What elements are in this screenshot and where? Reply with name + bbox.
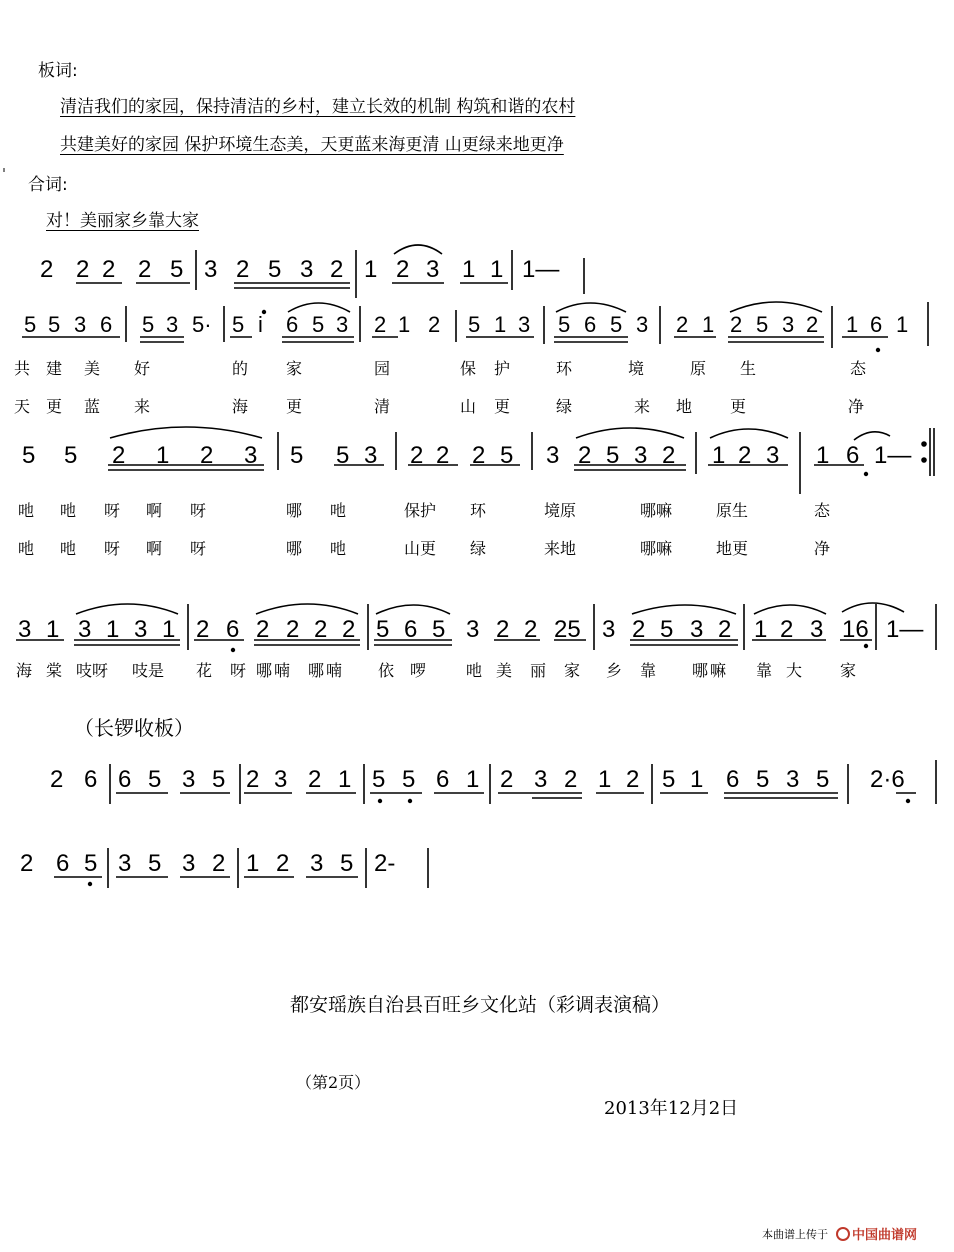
note: 2 (50, 766, 64, 793)
lyric: 靠 (640, 661, 657, 680)
note: 5 (142, 312, 155, 337)
note: 2 (308, 766, 322, 793)
lyric: 蓝 (84, 397, 101, 416)
note: 2 (276, 850, 290, 877)
lyric: 来地 (544, 539, 577, 558)
note: 1 (816, 442, 830, 469)
lyric: 呀 (190, 501, 207, 520)
note: 3 (634, 442, 648, 469)
lyric: 乡 (606, 661, 623, 680)
note: 2 (236, 256, 250, 283)
note: 2 (730, 312, 743, 337)
note: 3 (18, 616, 32, 643)
page-number: （第2页） (296, 1073, 371, 1092)
note: 2 (472, 442, 486, 469)
note: 5 (148, 850, 162, 877)
note: 5 (610, 312, 623, 337)
lyric: 哪 (256, 661, 273, 680)
lyric: 园 (374, 359, 391, 378)
note: 5 (64, 442, 78, 469)
note: 5 (232, 312, 245, 337)
note: 2 (200, 442, 214, 469)
lyric: 靠 (756, 661, 773, 680)
lyric: 态 (850, 359, 867, 378)
note: 25 (554, 616, 581, 643)
lyric: 家 (840, 661, 857, 680)
note: 2 (102, 256, 116, 283)
lyric: 美 (496, 661, 513, 680)
note: 2 (738, 442, 752, 469)
note: 1 (896, 312, 909, 337)
note: 1 (46, 616, 60, 643)
note: 3 (74, 312, 87, 337)
note: 2 (40, 256, 54, 283)
note: 3 (810, 616, 824, 643)
watermark-logo-label: 中国曲谱网 (852, 1228, 918, 1243)
note: 6 (100, 312, 113, 337)
note: 1 (690, 766, 704, 793)
note: 2 (662, 442, 676, 469)
lyric: 更 (494, 397, 511, 416)
note: 2 (112, 442, 126, 469)
lyric: 吔 (60, 501, 77, 520)
lyric: 原 (690, 359, 707, 378)
note: 2 (76, 256, 90, 283)
note: 6 (84, 766, 98, 793)
lyric: 啰 (410, 661, 427, 680)
lyric: 啊 (146, 539, 163, 558)
note: 2 (500, 766, 514, 793)
note: 5 (756, 766, 770, 793)
note: 3 (364, 442, 378, 469)
note: 5 (662, 766, 676, 793)
note: 3 (336, 312, 349, 337)
lyric: 绿 (556, 397, 573, 416)
lyric: 啊 (146, 501, 163, 520)
lyric: 大 (786, 661, 803, 680)
lyric: 好 (134, 359, 151, 378)
note: 2 (342, 616, 356, 643)
lyric: 的 (232, 359, 249, 378)
lyric: 境原 (544, 501, 577, 520)
lyric: 吔 (330, 501, 347, 520)
lyric: 地 (676, 397, 693, 416)
note: 5 (84, 850, 98, 877)
note: 1 (106, 616, 120, 643)
note: 3 (274, 766, 288, 793)
note: 5 (48, 312, 61, 337)
lyric: 共 (14, 359, 31, 378)
note: 3 (782, 312, 795, 337)
note: 3 (766, 442, 780, 469)
note: 2 (20, 850, 34, 877)
lyric: 来 (134, 397, 151, 416)
note: 2·6 (870, 766, 905, 793)
note: 3 (182, 766, 196, 793)
lyric: 更 (46, 397, 63, 416)
note: 3 (300, 256, 314, 283)
lyric: 美 (84, 359, 101, 378)
note: 6 (870, 312, 883, 337)
lyric: 护 (494, 359, 511, 378)
lyric: 呀 (190, 539, 207, 558)
note: 2 (246, 766, 260, 793)
note: 2 (212, 850, 226, 877)
lyric: 吔 (18, 501, 35, 520)
lyric: 吱呀 (76, 661, 109, 680)
lyric: 更 (730, 397, 747, 416)
note: 3 (546, 442, 560, 469)
note: 3 (244, 442, 258, 469)
note: 2 (374, 312, 387, 337)
lyric: 境 (628, 359, 645, 378)
note: 2 (286, 616, 300, 643)
note: 3 (310, 850, 324, 877)
lyric: 嘛 (710, 661, 727, 680)
lyric: 哪嘛 (640, 501, 673, 520)
note: 6 (404, 616, 418, 643)
lyric: 哪 (692, 661, 709, 680)
note: 2 (496, 616, 510, 643)
lyric: 吔 (60, 539, 77, 558)
note: 3 (78, 616, 92, 643)
note: 2 (524, 616, 538, 643)
watermark-logo[interactable] (836, 1224, 917, 1243)
lyric: 呀 (230, 661, 247, 680)
lyric: 净 (848, 397, 865, 416)
lyric: 原生 (716, 501, 749, 520)
lyric: 花 (196, 661, 213, 680)
lyric: 环 (470, 501, 487, 520)
note: 5 (22, 442, 36, 469)
note: 1 (754, 616, 768, 643)
note: 1— (886, 616, 924, 643)
note: 2 (806, 312, 819, 337)
note: 1 (162, 616, 176, 643)
note: 1 (846, 312, 859, 337)
ban-line-1: 清洁我们的家园，保持清洁的乡村，建立长效的机制 构筑和谐的农村 (60, 97, 576, 117)
note: 2 (314, 616, 328, 643)
note: 5 (340, 850, 354, 877)
note: 5 (500, 442, 514, 469)
ban-line-2: 共建美好的家园 保护环境生态美，天更蓝来海更清 山更绿来地更净 (60, 135, 564, 155)
lyric: 喃 (274, 661, 291, 680)
lyric: 山更 (404, 539, 437, 558)
note: i (258, 312, 263, 337)
note: 5 (170, 256, 184, 283)
note: 3 (166, 312, 179, 337)
note: 6 (56, 850, 70, 877)
note: 3 (534, 766, 548, 793)
note: 1 (712, 442, 726, 469)
note: 6 (726, 766, 740, 793)
note: 6 (286, 312, 299, 337)
note: 3 (426, 256, 440, 283)
lyric: 家 (286, 359, 303, 378)
note: 2 (632, 616, 646, 643)
note: 2 (428, 312, 441, 337)
lyric: 保护 (404, 501, 437, 520)
note: 5 (432, 616, 446, 643)
lyric: 哪 (286, 539, 303, 558)
note: 6 (118, 766, 132, 793)
lyric: 依 (378, 661, 395, 680)
note: 1 (398, 312, 411, 337)
note: 6 (584, 312, 597, 337)
lyric: 净 (814, 539, 831, 558)
note: 5 (372, 766, 386, 793)
lyric: 天 (14, 397, 31, 416)
note: 3 (118, 850, 132, 877)
note: 2 (138, 256, 152, 283)
lyric: 吔 (330, 539, 347, 558)
note: 2 (780, 616, 794, 643)
note: 5 (402, 766, 416, 793)
lyric: 呀 (104, 501, 121, 520)
note: 2- (374, 850, 396, 877)
lyric: 呀 (104, 539, 121, 558)
note: 5 (376, 616, 390, 643)
station-credit: 都安瑶族自治县百旺乡文化站（彩调表演稿） (290, 994, 671, 1016)
lyric: 态 (814, 501, 831, 520)
note: 5 (212, 766, 226, 793)
note: 1— (522, 256, 560, 283)
note: 16 (842, 616, 869, 643)
he-line: 对！美丽家乡靠大家 (46, 211, 199, 231)
note: 5· (192, 312, 212, 337)
note: 5 (148, 766, 162, 793)
note: 3 (636, 312, 649, 337)
note: 3 (182, 850, 196, 877)
note: 2 (718, 616, 732, 643)
lyric: 更 (286, 397, 303, 416)
note: 5 (290, 442, 304, 469)
note: 2 (330, 256, 344, 283)
note: 3 (602, 616, 616, 643)
lyric: 哪 (308, 661, 325, 680)
note: 1 (494, 312, 507, 337)
note: 2 (564, 766, 578, 793)
ban-label: 板词: (38, 61, 78, 81)
note: 5 (756, 312, 769, 337)
lyric: 哪嘛 (640, 539, 673, 558)
lyric: 建 (46, 359, 63, 378)
note: 1 (598, 766, 612, 793)
he-label: 合词: (28, 175, 68, 195)
note: 5 (816, 766, 830, 793)
logo-icon (836, 1227, 850, 1241)
note: 3 (690, 616, 704, 643)
lyric: 丽 (530, 661, 547, 680)
note: 1 (462, 256, 476, 283)
lyric: 海 (16, 661, 33, 680)
note: 2 (410, 442, 424, 469)
lyric: 吔 (18, 539, 35, 558)
note: 1 (702, 312, 715, 337)
lyric: 棠 (46, 661, 63, 680)
note: 5 (606, 442, 620, 469)
note: 1 (246, 850, 260, 877)
note: 3 (518, 312, 531, 337)
note: 5 (468, 312, 481, 337)
section-label: （长锣收板） (74, 716, 194, 740)
lyric: 哪 (286, 501, 303, 520)
lyric: 来 (634, 397, 651, 416)
note: 2 (676, 312, 689, 337)
lyric: 清 (374, 397, 391, 416)
lyric: 家 (564, 661, 581, 680)
note: 5 (660, 616, 674, 643)
note: 6 (436, 766, 450, 793)
date: 2013年12月2日 (604, 1098, 739, 1119)
note: 2 (196, 616, 210, 643)
lyric: 生 (740, 359, 757, 378)
lyric: 吱是 (132, 661, 165, 680)
watermark-text: 本曲谱上传于 (762, 1228, 828, 1241)
note: 3 (786, 766, 800, 793)
note: 5 (268, 256, 282, 283)
note: 6 (846, 442, 860, 469)
note: 3 (466, 616, 480, 643)
lyric: 喃 (326, 661, 343, 680)
note: 5 (336, 442, 350, 469)
note: 1— (874, 442, 912, 469)
lyric: 吔 (466, 661, 483, 680)
note: 3 (134, 616, 148, 643)
note: 5 (558, 312, 571, 337)
note: 1 (338, 766, 352, 793)
note: 2 (578, 442, 592, 469)
note: 5 (24, 312, 37, 337)
note: 2 (626, 766, 640, 793)
note: 5 (312, 312, 325, 337)
lyric: 绿 (470, 539, 487, 558)
lyric: 地更 (716, 539, 749, 558)
note: 2 (256, 616, 270, 643)
note: 1 (466, 766, 480, 793)
lyric: 海 (232, 397, 249, 416)
note: 3 (204, 256, 218, 283)
note: 1 (364, 256, 378, 283)
note: 6 (226, 616, 240, 643)
lyric: 环 (556, 359, 573, 378)
note: 2 (436, 442, 450, 469)
note: 2 (396, 256, 410, 283)
lyric: 山 (460, 397, 477, 416)
note: 1 (490, 256, 504, 283)
note: 1 (156, 442, 170, 469)
lyric: 保 (460, 359, 477, 378)
